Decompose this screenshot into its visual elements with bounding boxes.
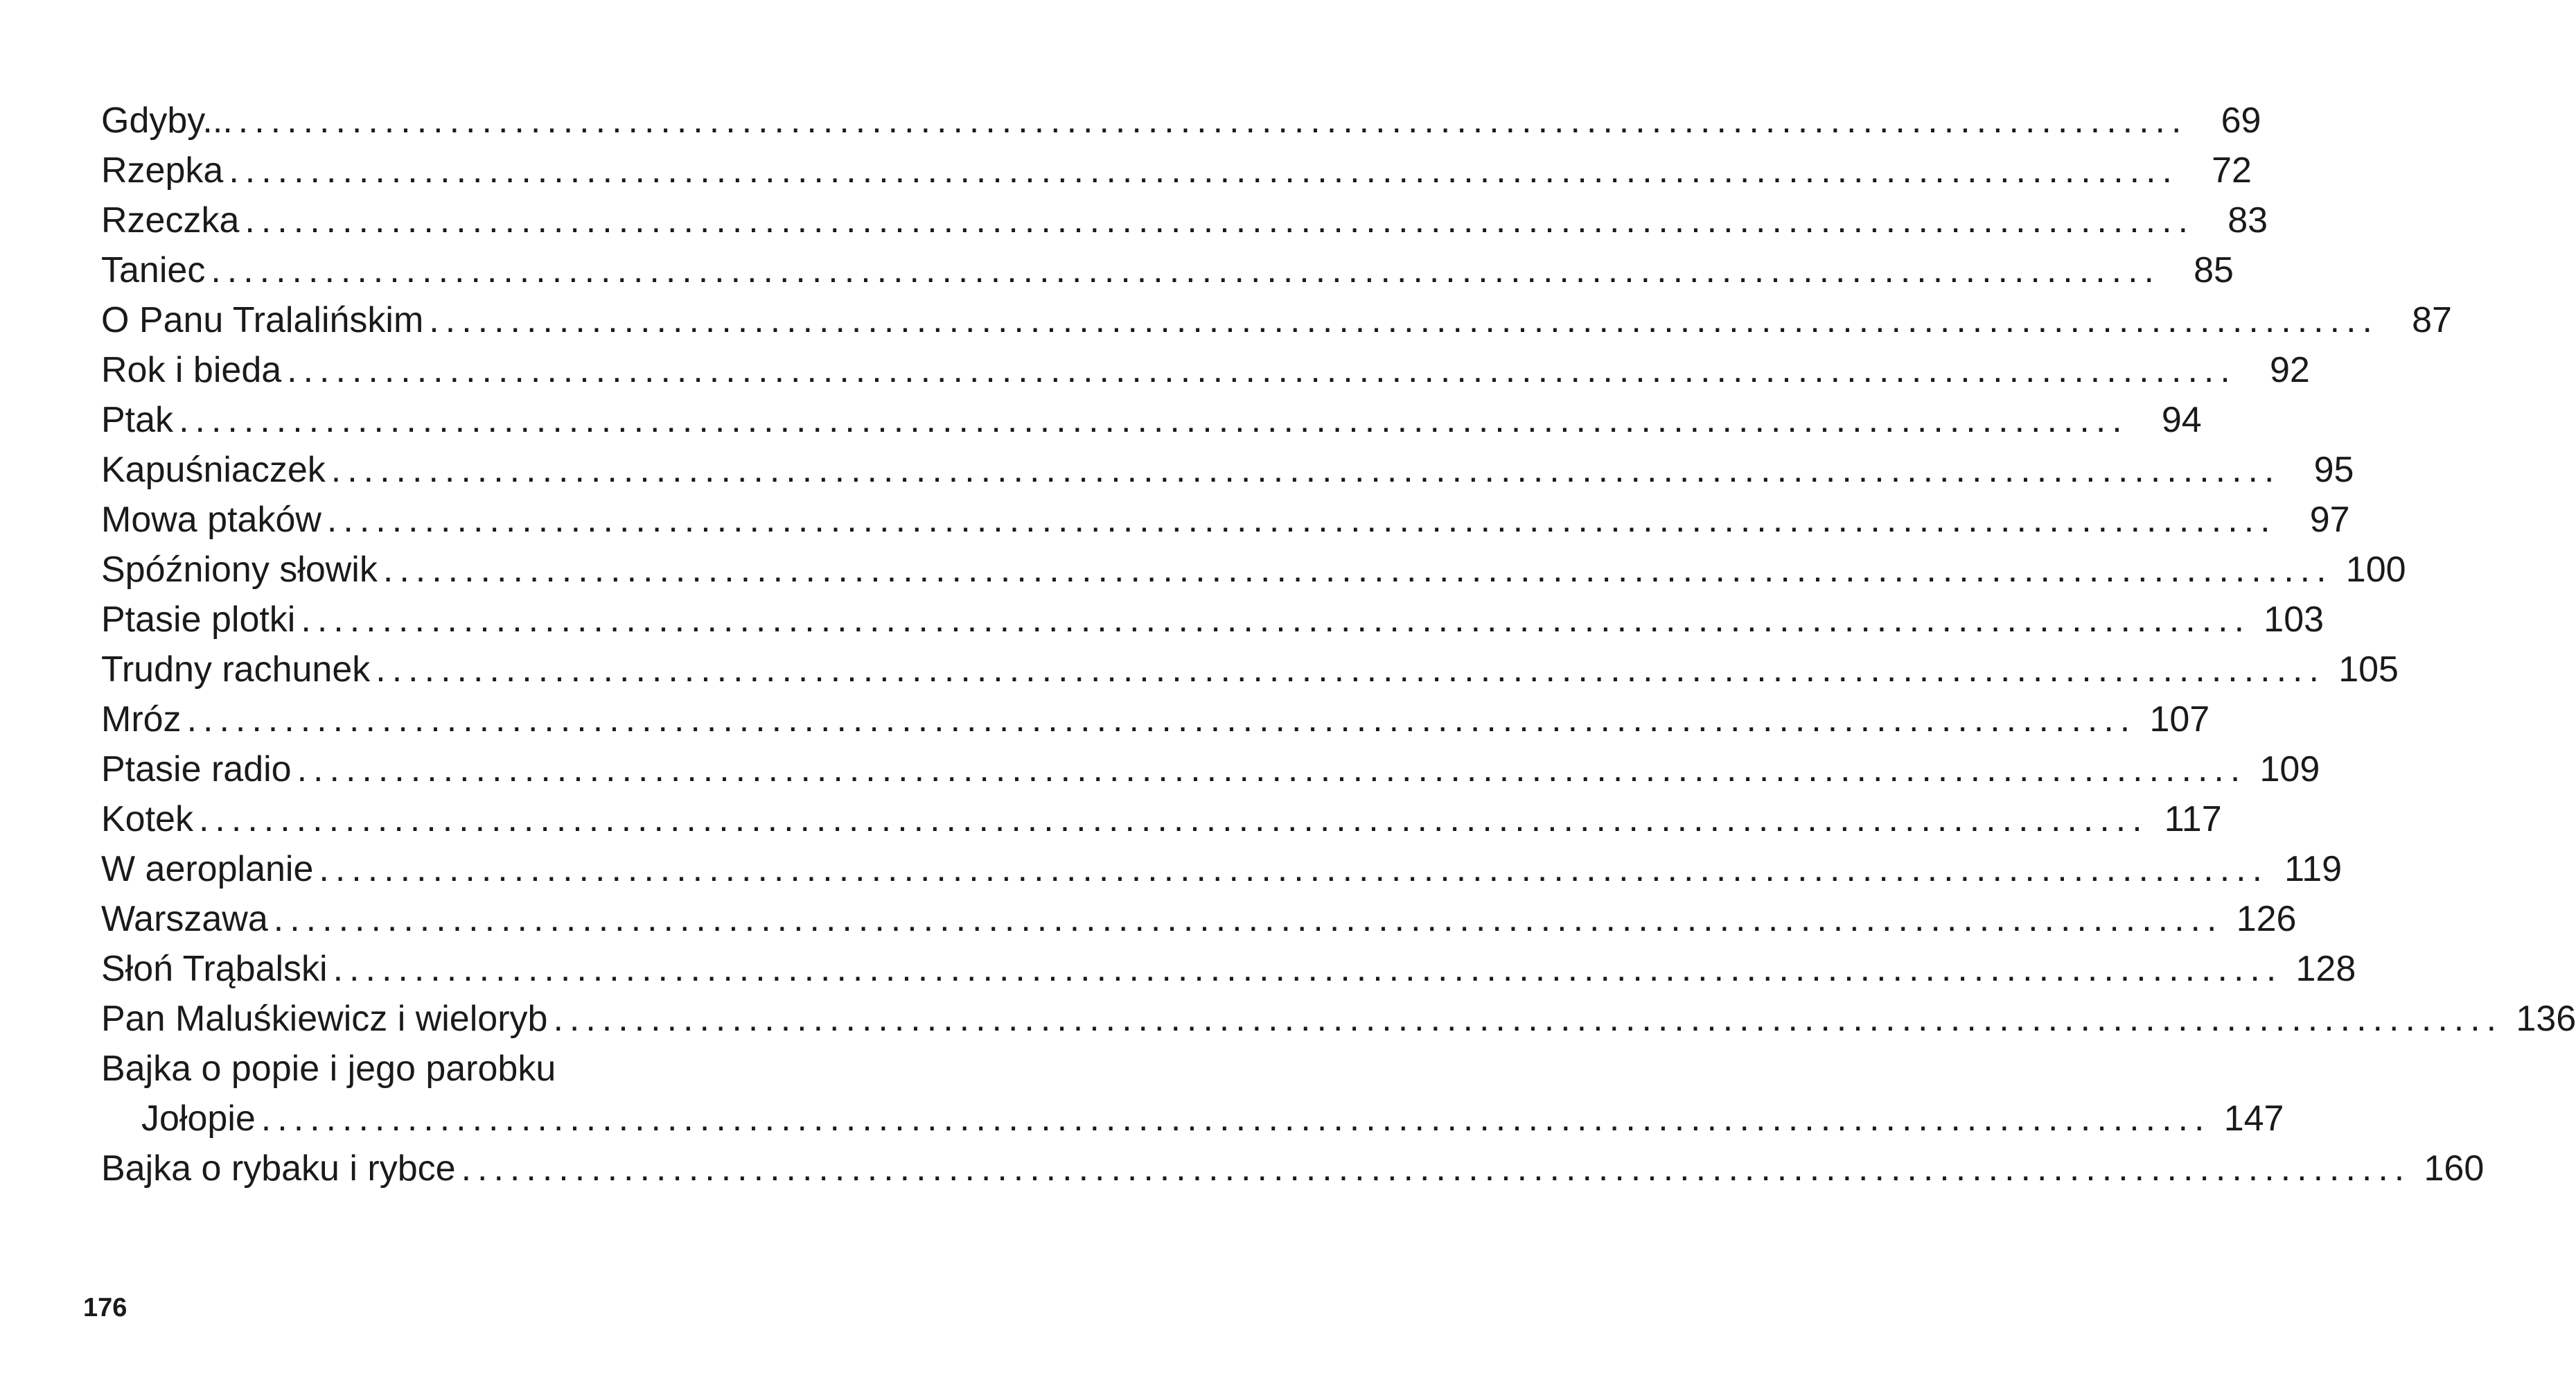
toc-entry-title: Rzepka — [101, 150, 224, 191]
toc-entry-title: Warszawa — [101, 899, 268, 939]
toc-entry-page: 97 — [2309, 500, 2350, 540]
toc-entry — [101, 1144, 2485, 1193]
toc-entry-page: 105 — [2338, 649, 2399, 690]
toc-entry-page: 100 — [2345, 550, 2406, 590]
toc-entry-page: 103 — [2264, 600, 2324, 640]
toc-entry-title: Gdyby... — [101, 100, 233, 141]
toc-entry-page: 128 — [2295, 949, 2356, 989]
toc-entry-title: Rzeczka — [101, 200, 240, 240]
toc-entry-page: 119 — [2284, 849, 2343, 889]
toc-entry-page: 109 — [2259, 749, 2320, 789]
toc-entry-page: 107 — [2149, 699, 2210, 740]
toc-entry — [101, 894, 2297, 944]
toc-entry-title: Rok i bieda — [101, 350, 282, 390]
toc-entry-page: 147 — [2223, 1099, 2284, 1139]
dot-leader: ........................................................................................................................ — [429, 300, 2379, 340]
toc-entry — [101, 445, 2354, 495]
dot-leader: ........................................................................................................................ — [229, 150, 2178, 191]
toc-entry-title: Jołopie — [141, 1099, 256, 1139]
dot-leader: ........................................................................................................................ — [211, 250, 2160, 290]
dot-leader: ........................................................................................................................ — [376, 649, 2325, 690]
toc-entry — [101, 694, 2210, 744]
toc-entry-title: Ptasie radio — [101, 749, 292, 789]
toc-entry-title: Mowa ptaków — [101, 500, 321, 540]
toc-entry-page: 95 — [2313, 450, 2354, 490]
toc-entry — [101, 245, 2234, 295]
dot-leader: ........................................................................................................................ — [319, 849, 2269, 889]
toc-entry-title: Ptasie plotki — [101, 600, 296, 640]
toc-entry-title: Pan Maluśkiewicz i wieloryb — [101, 999, 548, 1039]
toc-entry-page: 160 — [2424, 1148, 2485, 1189]
dot-leader: ........................................................................................................................ — [261, 1099, 2211, 1139]
toc-entry — [101, 1044, 845, 1094]
toc-entry — [101, 345, 2310, 395]
toc-entry-title: Słoń Trąbalski — [101, 949, 328, 989]
toc-entry-title: Ptak — [101, 400, 174, 440]
dot-leader: ........................................................................................................................ — [326, 500, 2277, 540]
toc-entry — [101, 395, 2202, 445]
toc-entry-title: Taniec — [101, 250, 206, 290]
toc-entry-title: W aeroplanie — [101, 849, 314, 889]
dot-leader: ........................................................................................................................ — [273, 899, 2223, 939]
toc-entry-page: 117 — [2164, 799, 2222, 839]
toc-entry — [101, 96, 2261, 146]
toc-entry — [101, 744, 2320, 794]
table-of-contents — [101, 96, 2576, 1193]
toc-entry-title: O Panu Tralalińskim — [101, 300, 424, 340]
dot-leader: ........................................................................................................................ — [179, 400, 2128, 440]
toc-entry-page: 85 — [2194, 250, 2234, 290]
toc-entry — [101, 994, 2576, 1044]
toc-entry-title: Spóźniony słowik — [101, 550, 378, 590]
toc-entry — [101, 195, 2268, 245]
toc-entry-page: 136 — [2516, 999, 2576, 1039]
dot-leader: ........................................................................................................................ — [297, 749, 2247, 789]
dot-leader: ........................................................................................................................ — [287, 350, 2237, 390]
dot-leader: ........................................................................................................................ — [382, 550, 2333, 590]
toc-entry-title: Kotek — [101, 799, 193, 839]
toc-entry — [101, 495, 2350, 545]
dot-leader: ........................................................................................................................ — [330, 450, 2281, 490]
toc-entry-page: 69 — [2221, 100, 2261, 141]
toc-entry-title: Bajka o rybaku i rybce — [101, 1148, 456, 1189]
toc-entry-continuation — [101, 1094, 2284, 1144]
dot-leader: ........................................................................................................................ — [245, 200, 2195, 240]
toc-entry-page: 83 — [2227, 200, 2268, 240]
toc-entry — [101, 295, 2452, 345]
toc-entry-title: Mróz — [101, 699, 182, 740]
toc-entry-page: 92 — [2269, 350, 2310, 390]
page-number: 176 — [83, 1293, 127, 1322]
dot-leader: ........................................................................................................................ — [333, 949, 2283, 989]
toc-entry-page: 72 — [2212, 150, 2252, 191]
toc-entry — [101, 844, 2343, 894]
toc-entry-title: Trudny rachunek — [101, 649, 371, 690]
toc-entry-page: 94 — [2161, 400, 2202, 440]
toc-entry — [101, 944, 2356, 994]
dot-leader: ........................................................................................................................ — [198, 799, 2149, 839]
toc-entry — [101, 146, 2252, 195]
dot-leader: ........................................................................................................................ — [553, 999, 2503, 1039]
dot-leader: ........................................................................................................................ — [238, 100, 2188, 141]
toc-entry — [101, 645, 2399, 694]
dot-leader: ........................................................................................................................ — [461, 1148, 2411, 1189]
toc-entry — [101, 545, 2406, 595]
toc-entry-page: 126 — [2236, 899, 2297, 939]
toc-entry — [101, 595, 2324, 645]
dot-leader: ........................................................................................................................ — [186, 699, 2137, 740]
dot-leader: ........................................................................................................................ — [301, 600, 2251, 640]
toc-entry-title: Bajka o popie i jego parobku — [101, 1049, 556, 1089]
toc-entry — [101, 794, 2222, 844]
toc-entry-page: 87 — [2412, 300, 2452, 340]
toc-entry-title: Kapuśniaczek — [101, 450, 326, 490]
